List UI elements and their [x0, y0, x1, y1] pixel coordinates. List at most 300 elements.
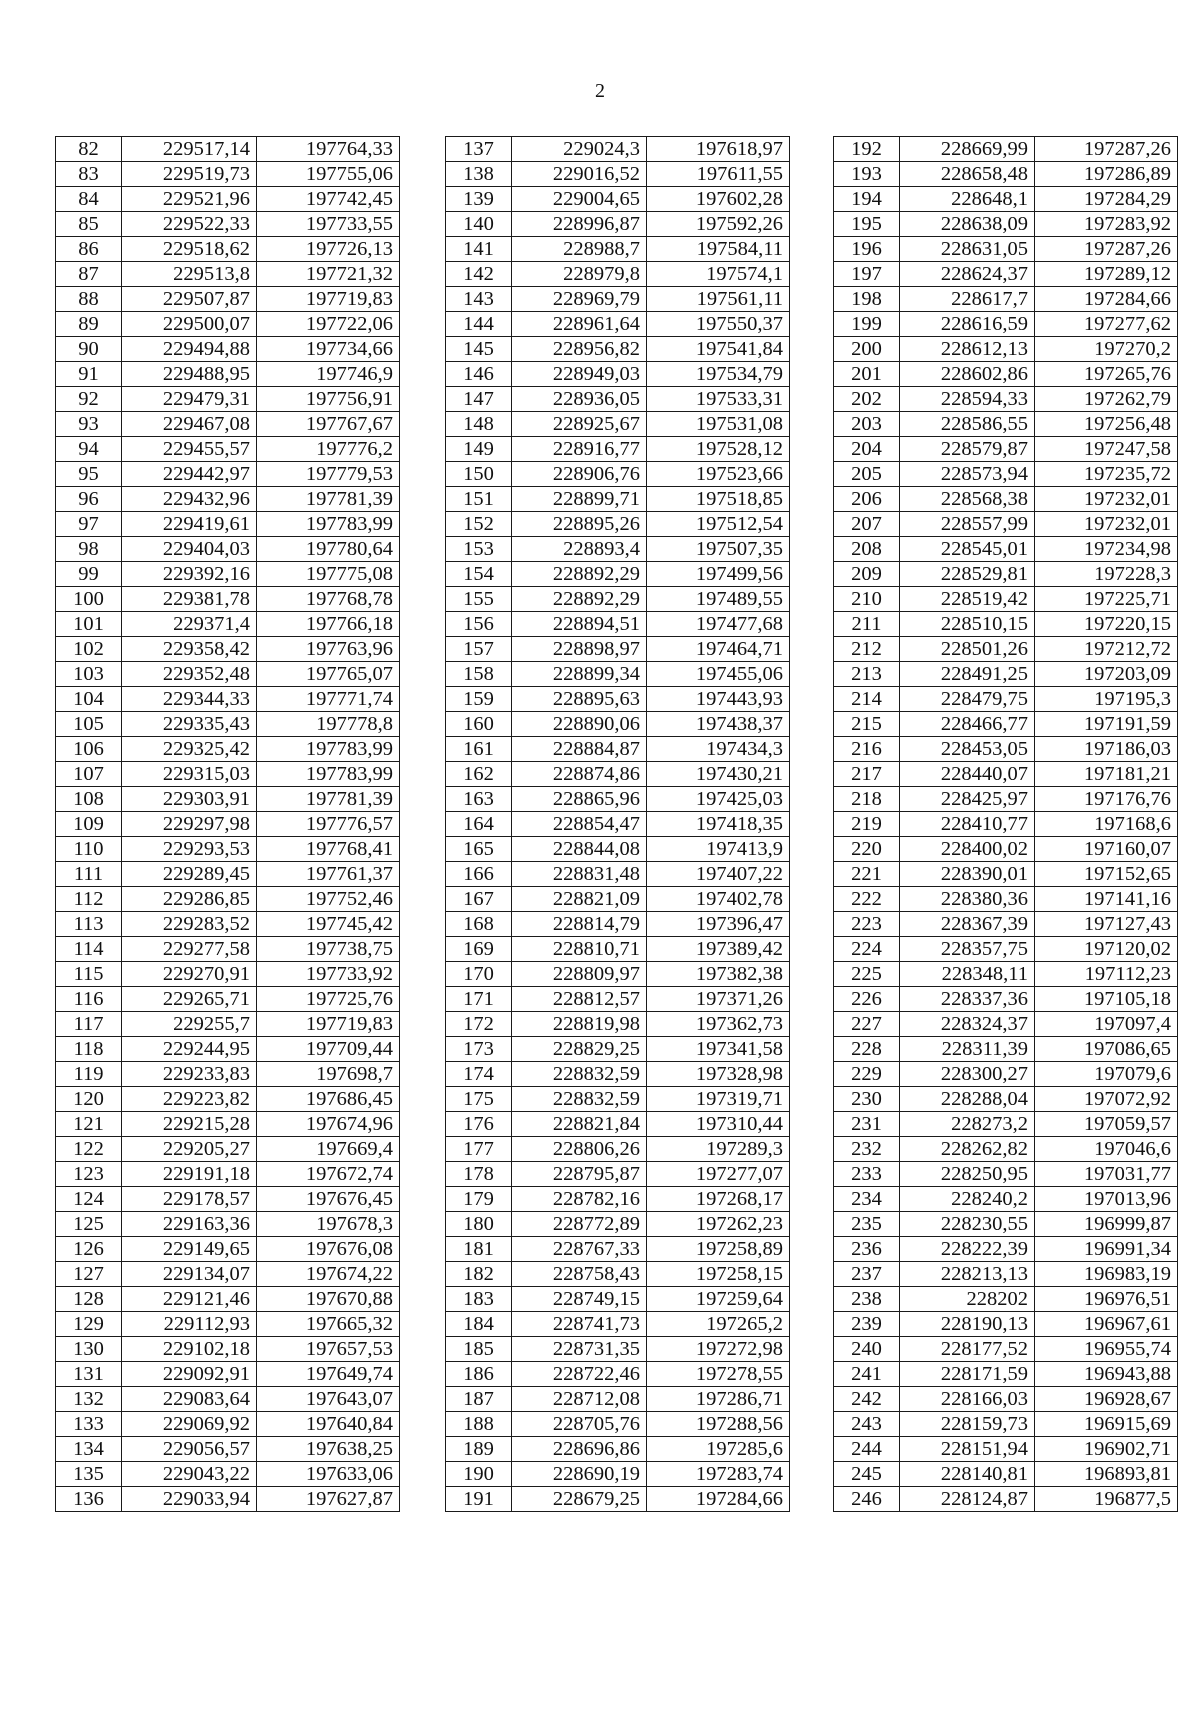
point-number-cell: 134	[56, 1437, 122, 1462]
y-coordinate-cell: 197776,57	[257, 812, 400, 837]
point-number-cell: 123	[56, 1162, 122, 1187]
y-coordinate-cell: 197265,76	[1035, 362, 1178, 387]
table-row	[56, 437, 400, 462]
y-coordinate-cell: 197256,48	[1035, 412, 1178, 437]
table-row	[446, 762, 790, 787]
x-coordinate-cell: 229479,31	[122, 387, 257, 412]
table-row	[446, 1237, 790, 1262]
y-coordinate-cell: 197766,18	[257, 612, 400, 637]
table-row	[446, 887, 790, 912]
table-row	[446, 1162, 790, 1187]
y-coordinate-cell: 197756,91	[257, 387, 400, 412]
x-coordinate-cell: 229507,87	[122, 287, 257, 312]
point-number-cell: 121	[56, 1112, 122, 1137]
x-coordinate-cell: 229043,22	[122, 1462, 257, 1487]
x-coordinate-cell: 228300,27	[900, 1062, 1035, 1087]
point-number-cell: 133	[56, 1412, 122, 1437]
y-coordinate-cell: 196983,19	[1035, 1262, 1178, 1287]
point-number-cell: 93	[56, 412, 122, 437]
point-number-cell: 116	[56, 987, 122, 1012]
y-coordinate-cell: 197733,92	[257, 962, 400, 987]
y-coordinate-cell: 197768,41	[257, 837, 400, 862]
table-row	[56, 1362, 400, 1387]
table-row	[446, 912, 790, 937]
y-coordinate-cell: 196999,87	[1035, 1212, 1178, 1237]
table-row	[56, 1112, 400, 1137]
point-number-cell: 168	[446, 912, 512, 937]
point-number-cell: 141	[446, 237, 512, 262]
table-row	[56, 1487, 400, 1512]
y-coordinate-cell: 197287,26	[1035, 237, 1178, 262]
point-number-cell: 122	[56, 1137, 122, 1162]
x-coordinate-cell: 228602,86	[900, 362, 1035, 387]
table-row	[446, 612, 790, 637]
x-coordinate-cell: 229033,94	[122, 1487, 257, 1512]
x-coordinate-cell: 229518,62	[122, 237, 257, 262]
coordinates-table-1	[55, 136, 400, 1512]
table-row	[834, 737, 1178, 762]
y-coordinate-cell: 197284,66	[647, 1487, 790, 1512]
table-row	[834, 787, 1178, 812]
table-row	[834, 1387, 1178, 1412]
y-coordinate-cell: 197232,01	[1035, 487, 1178, 512]
table-row	[446, 1012, 790, 1037]
point-number-cell: 208	[834, 537, 900, 562]
y-coordinate-cell: 197086,65	[1035, 1037, 1178, 1062]
x-coordinate-cell: 229297,98	[122, 812, 257, 837]
table-row	[56, 562, 400, 587]
y-coordinate-cell: 197286,89	[1035, 162, 1178, 187]
y-coordinate-cell: 197310,44	[647, 1112, 790, 1137]
x-coordinate-cell: 229404,03	[122, 537, 257, 562]
x-coordinate-cell: 229519,73	[122, 162, 257, 187]
x-coordinate-cell: 228810,71	[512, 937, 647, 962]
x-coordinate-cell: 228884,87	[512, 737, 647, 762]
table-row	[834, 1437, 1178, 1462]
x-coordinate-cell: 229521,96	[122, 187, 257, 212]
table-row	[56, 162, 400, 187]
point-number-cell: 214	[834, 687, 900, 712]
point-number-cell: 240	[834, 1337, 900, 1362]
x-coordinate-cell: 228925,67	[512, 412, 647, 437]
x-coordinate-cell: 229069,92	[122, 1412, 257, 1437]
table-row	[56, 1062, 400, 1087]
x-coordinate-cell: 229335,43	[122, 712, 257, 737]
y-coordinate-cell: 197455,06	[647, 662, 790, 687]
y-coordinate-cell: 196991,34	[1035, 1237, 1178, 1262]
y-coordinate-cell: 197425,03	[647, 787, 790, 812]
table-row	[56, 1412, 400, 1437]
point-number-cell: 151	[446, 487, 512, 512]
x-coordinate-cell: 228159,73	[900, 1412, 1035, 1437]
table-row	[834, 137, 1178, 162]
x-coordinate-cell: 228772,89	[512, 1212, 647, 1237]
table-row	[56, 1437, 400, 1462]
point-number-cell: 196	[834, 237, 900, 262]
table-row	[834, 612, 1178, 637]
table-row	[56, 812, 400, 837]
x-coordinate-cell: 228906,76	[512, 462, 647, 487]
y-coordinate-cell: 196902,71	[1035, 1437, 1178, 1462]
table-row	[446, 537, 790, 562]
point-number-cell: 174	[446, 1062, 512, 1087]
point-number-cell: 238	[834, 1287, 900, 1312]
point-number-cell: 85	[56, 212, 122, 237]
point-number-cell: 132	[56, 1387, 122, 1412]
x-coordinate-cell: 228357,75	[900, 937, 1035, 962]
point-number-cell: 104	[56, 687, 122, 712]
table-row	[56, 787, 400, 812]
y-coordinate-cell: 197176,76	[1035, 787, 1178, 812]
point-number-cell: 185	[446, 1337, 512, 1362]
y-coordinate-cell: 197285,6	[647, 1437, 790, 1462]
x-coordinate-cell: 229024,3	[512, 137, 647, 162]
point-number-cell: 129	[56, 1312, 122, 1337]
x-coordinate-cell: 228705,76	[512, 1412, 647, 1437]
x-coordinate-cell: 228890,06	[512, 712, 647, 737]
y-coordinate-cell: 197592,26	[647, 212, 790, 237]
x-coordinate-cell: 228758,43	[512, 1262, 647, 1287]
point-number-cell: 197	[834, 262, 900, 287]
table-row	[834, 862, 1178, 887]
x-coordinate-cell: 229215,28	[122, 1112, 257, 1137]
y-coordinate-cell: 197745,42	[257, 912, 400, 937]
table-row	[834, 187, 1178, 212]
y-coordinate-cell: 197783,99	[257, 512, 400, 537]
point-number-cell: 107	[56, 762, 122, 787]
x-coordinate-cell: 228151,94	[900, 1437, 1035, 1462]
table-row	[56, 137, 400, 162]
point-number-cell: 222	[834, 887, 900, 912]
x-coordinate-cell: 228631,05	[900, 237, 1035, 262]
x-coordinate-cell: 229277,58	[122, 937, 257, 962]
x-coordinate-cell: 228956,82	[512, 337, 647, 362]
y-coordinate-cell: 197046,6	[1035, 1137, 1178, 1162]
point-number-cell: 90	[56, 337, 122, 362]
table-row	[446, 787, 790, 812]
table-row	[56, 1087, 400, 1112]
x-coordinate-cell: 229315,03	[122, 762, 257, 787]
x-coordinate-cell: 228586,55	[900, 412, 1035, 437]
table-row	[834, 1112, 1178, 1137]
point-number-cell: 179	[446, 1187, 512, 1212]
point-number-cell: 113	[56, 912, 122, 937]
x-coordinate-cell: 228898,97	[512, 637, 647, 662]
y-coordinate-cell: 197407,22	[647, 862, 790, 887]
point-number-cell: 118	[56, 1037, 122, 1062]
table-row	[834, 637, 1178, 662]
page-number: 2	[595, 80, 605, 102]
point-number-cell: 102	[56, 637, 122, 662]
point-number-cell: 236	[834, 1237, 900, 1262]
x-coordinate-cell: 228832,59	[512, 1087, 647, 1112]
point-number-cell: 226	[834, 987, 900, 1012]
y-coordinate-cell: 197678,3	[257, 1212, 400, 1237]
table-row	[446, 737, 790, 762]
point-number-cell: 203	[834, 412, 900, 437]
x-coordinate-cell: 229163,36	[122, 1212, 257, 1237]
x-coordinate-cell: 228782,16	[512, 1187, 647, 1212]
x-coordinate-cell: 229178,57	[122, 1187, 257, 1212]
point-number-cell: 166	[446, 862, 512, 887]
table-row	[834, 1337, 1178, 1362]
point-number-cell: 180	[446, 1212, 512, 1237]
x-coordinate-cell: 228806,26	[512, 1137, 647, 1162]
y-coordinate-cell: 197289,12	[1035, 262, 1178, 287]
table-row	[56, 212, 400, 237]
point-number-cell: 198	[834, 287, 900, 312]
table-row	[56, 512, 400, 537]
point-number-cell: 182	[446, 1262, 512, 1287]
y-coordinate-cell: 197127,43	[1035, 912, 1178, 937]
table-row	[834, 712, 1178, 737]
y-coordinate-cell: 197738,75	[257, 937, 400, 962]
y-coordinate-cell: 197676,08	[257, 1237, 400, 1262]
x-coordinate-cell: 228865,96	[512, 787, 647, 812]
table-row	[446, 1062, 790, 1087]
table-row	[56, 287, 400, 312]
x-coordinate-cell: 229352,48	[122, 662, 257, 687]
point-number-cell: 124	[56, 1187, 122, 1212]
point-number-cell: 146	[446, 362, 512, 387]
x-coordinate-cell: 228741,73	[512, 1312, 647, 1337]
y-coordinate-cell: 197676,45	[257, 1187, 400, 1212]
x-coordinate-cell: 228899,34	[512, 662, 647, 687]
y-coordinate-cell: 197141,16	[1035, 887, 1178, 912]
y-coordinate-cell: 196967,61	[1035, 1312, 1178, 1337]
point-number-cell: 237	[834, 1262, 900, 1287]
table-row	[446, 1337, 790, 1362]
point-number-cell: 243	[834, 1412, 900, 1437]
point-number-cell: 155	[446, 587, 512, 612]
y-coordinate-cell: 197726,13	[257, 237, 400, 262]
y-coordinate-cell: 197746,9	[257, 362, 400, 387]
table-row	[834, 1462, 1178, 1487]
point-number-cell: 126	[56, 1237, 122, 1262]
y-coordinate-cell: 197775,08	[257, 562, 400, 587]
x-coordinate-cell: 229286,85	[122, 887, 257, 912]
point-number-cell: 95	[56, 462, 122, 487]
table-row	[446, 1087, 790, 1112]
table-row	[56, 937, 400, 962]
x-coordinate-cell: 229283,52	[122, 912, 257, 937]
point-number-cell: 228	[834, 1037, 900, 1062]
point-number-cell: 183	[446, 1287, 512, 1312]
table-row	[446, 162, 790, 187]
table-row	[834, 1262, 1178, 1287]
x-coordinate-cell: 229289,45	[122, 862, 257, 887]
x-coordinate-cell: 229134,07	[122, 1262, 257, 1287]
point-number-cell: 245	[834, 1462, 900, 1487]
point-number-cell: 147	[446, 387, 512, 412]
point-number-cell: 82	[56, 137, 122, 162]
y-coordinate-cell: 197418,35	[647, 812, 790, 837]
point-number-cell: 212	[834, 637, 900, 662]
table-row	[834, 1312, 1178, 1337]
x-coordinate-cell: 229121,46	[122, 1287, 257, 1312]
point-number-cell: 207	[834, 512, 900, 537]
y-coordinate-cell: 197742,45	[257, 187, 400, 212]
x-coordinate-cell: 228440,07	[900, 762, 1035, 787]
table-row	[56, 337, 400, 362]
y-coordinate-cell: 197212,72	[1035, 637, 1178, 662]
table-row	[56, 362, 400, 387]
y-coordinate-cell: 197120,02	[1035, 937, 1178, 962]
y-coordinate-cell: 197195,3	[1035, 687, 1178, 712]
point-number-cell: 211	[834, 612, 900, 637]
point-number-cell: 109	[56, 812, 122, 837]
point-number-cell: 108	[56, 787, 122, 812]
x-coordinate-cell: 229344,33	[122, 687, 257, 712]
y-coordinate-cell: 197434,3	[647, 737, 790, 762]
y-coordinate-cell: 197686,45	[257, 1087, 400, 1112]
table-row	[56, 887, 400, 912]
table-row	[446, 187, 790, 212]
point-number-cell: 190	[446, 1462, 512, 1487]
y-coordinate-cell: 197181,21	[1035, 762, 1178, 787]
x-coordinate-cell: 228250,95	[900, 1162, 1035, 1187]
table-row	[56, 237, 400, 262]
point-number-cell: 149	[446, 437, 512, 462]
y-coordinate-cell: 197413,9	[647, 837, 790, 862]
x-coordinate-cell: 228171,59	[900, 1362, 1035, 1387]
y-coordinate-cell: 197389,42	[647, 937, 790, 962]
y-coordinate-cell: 197776,2	[257, 437, 400, 462]
y-coordinate-cell: 196893,81	[1035, 1462, 1178, 1487]
table-row	[834, 512, 1178, 537]
point-number-cell: 111	[56, 862, 122, 887]
x-coordinate-cell: 229205,27	[122, 1137, 257, 1162]
table-row	[446, 1262, 790, 1287]
point-number-cell: 138	[446, 162, 512, 187]
y-coordinate-cell: 197152,65	[1035, 862, 1178, 887]
point-number-cell: 162	[446, 762, 512, 787]
table-row	[834, 1287, 1178, 1312]
y-coordinate-cell: 197287,26	[1035, 137, 1178, 162]
x-coordinate-cell: 228874,86	[512, 762, 647, 787]
table-row	[834, 262, 1178, 287]
point-number-cell: 210	[834, 587, 900, 612]
x-coordinate-cell: 228479,75	[900, 687, 1035, 712]
x-coordinate-cell: 228795,87	[512, 1162, 647, 1187]
y-coordinate-cell: 197191,59	[1035, 712, 1178, 737]
x-coordinate-cell: 228491,25	[900, 662, 1035, 687]
table-row	[446, 1462, 790, 1487]
point-number-cell: 99	[56, 562, 122, 587]
table-row	[446, 437, 790, 462]
y-coordinate-cell: 197283,92	[1035, 212, 1178, 237]
table-row	[56, 1212, 400, 1237]
table-row	[834, 837, 1178, 862]
point-number-cell: 96	[56, 487, 122, 512]
x-coordinate-cell: 228712,08	[512, 1387, 647, 1412]
y-coordinate-cell: 196955,74	[1035, 1337, 1178, 1362]
x-coordinate-cell: 228557,99	[900, 512, 1035, 537]
x-coordinate-cell: 229255,7	[122, 1012, 257, 1037]
y-coordinate-cell: 197284,29	[1035, 187, 1178, 212]
x-coordinate-cell: 228895,63	[512, 687, 647, 712]
y-coordinate-cell: 197541,84	[647, 337, 790, 362]
point-number-cell: 94	[56, 437, 122, 462]
y-coordinate-cell: 197168,6	[1035, 812, 1178, 837]
table-row	[56, 1287, 400, 1312]
point-number-cell: 230	[834, 1087, 900, 1112]
x-coordinate-cell: 229467,08	[122, 412, 257, 437]
point-number-cell: 176	[446, 1112, 512, 1137]
table-row	[446, 1287, 790, 1312]
point-number-cell: 186	[446, 1362, 512, 1387]
x-coordinate-cell: 228895,26	[512, 512, 647, 537]
y-coordinate-cell: 197265,2	[647, 1312, 790, 1337]
x-coordinate-cell: 229517,14	[122, 137, 257, 162]
point-number-cell: 192	[834, 137, 900, 162]
y-coordinate-cell: 197584,11	[647, 237, 790, 262]
x-coordinate-cell: 228696,86	[512, 1437, 647, 1462]
point-number-cell: 219	[834, 812, 900, 837]
x-coordinate-cell: 228638,09	[900, 212, 1035, 237]
x-coordinate-cell: 228140,81	[900, 1462, 1035, 1487]
table-row	[56, 662, 400, 687]
x-coordinate-cell: 229233,83	[122, 1062, 257, 1087]
point-number-cell: 114	[56, 937, 122, 962]
y-coordinate-cell: 197725,76	[257, 987, 400, 1012]
x-coordinate-cell: 228273,2	[900, 1112, 1035, 1137]
point-number-cell: 246	[834, 1487, 900, 1512]
y-coordinate-cell: 197512,54	[647, 512, 790, 537]
y-coordinate-cell: 197013,96	[1035, 1187, 1178, 1212]
table-row	[56, 262, 400, 287]
table-row	[56, 387, 400, 412]
x-coordinate-cell: 228899,71	[512, 487, 647, 512]
x-coordinate-cell: 228690,19	[512, 1462, 647, 1487]
table-row	[56, 412, 400, 437]
y-coordinate-cell: 197523,66	[647, 462, 790, 487]
y-coordinate-cell: 197670,88	[257, 1287, 400, 1312]
y-coordinate-cell: 197262,23	[647, 1212, 790, 1237]
y-coordinate-cell: 197627,87	[257, 1487, 400, 1512]
table-row	[834, 562, 1178, 587]
y-coordinate-cell: 197283,74	[647, 1462, 790, 1487]
y-coordinate-cell: 197499,56	[647, 562, 790, 587]
x-coordinate-cell: 228177,52	[900, 1337, 1035, 1362]
x-coordinate-cell: 228679,25	[512, 1487, 647, 1512]
x-coordinate-cell: 229442,97	[122, 462, 257, 487]
x-coordinate-cell: 228988,7	[512, 237, 647, 262]
y-coordinate-cell: 197665,32	[257, 1312, 400, 1337]
table-row	[446, 812, 790, 837]
point-number-cell: 231	[834, 1112, 900, 1137]
point-number-cell: 143	[446, 287, 512, 312]
y-coordinate-cell: 197272,98	[647, 1337, 790, 1362]
x-coordinate-cell: 229494,88	[122, 337, 257, 362]
point-number-cell: 110	[56, 837, 122, 862]
y-coordinate-cell: 197262,79	[1035, 387, 1178, 412]
point-number-cell: 91	[56, 362, 122, 387]
table-row	[834, 687, 1178, 712]
x-coordinate-cell: 229488,95	[122, 362, 257, 387]
table-row	[56, 587, 400, 612]
x-coordinate-cell: 229358,42	[122, 637, 257, 662]
x-coordinate-cell: 228821,84	[512, 1112, 647, 1137]
y-coordinate-cell: 197768,78	[257, 587, 400, 612]
point-number-cell: 209	[834, 562, 900, 587]
x-coordinate-cell: 229381,78	[122, 587, 257, 612]
y-coordinate-cell: 197112,23	[1035, 962, 1178, 987]
point-number-cell: 181	[446, 1237, 512, 1262]
table-row	[446, 962, 790, 987]
table-row	[56, 862, 400, 887]
point-number-cell: 189	[446, 1437, 512, 1462]
